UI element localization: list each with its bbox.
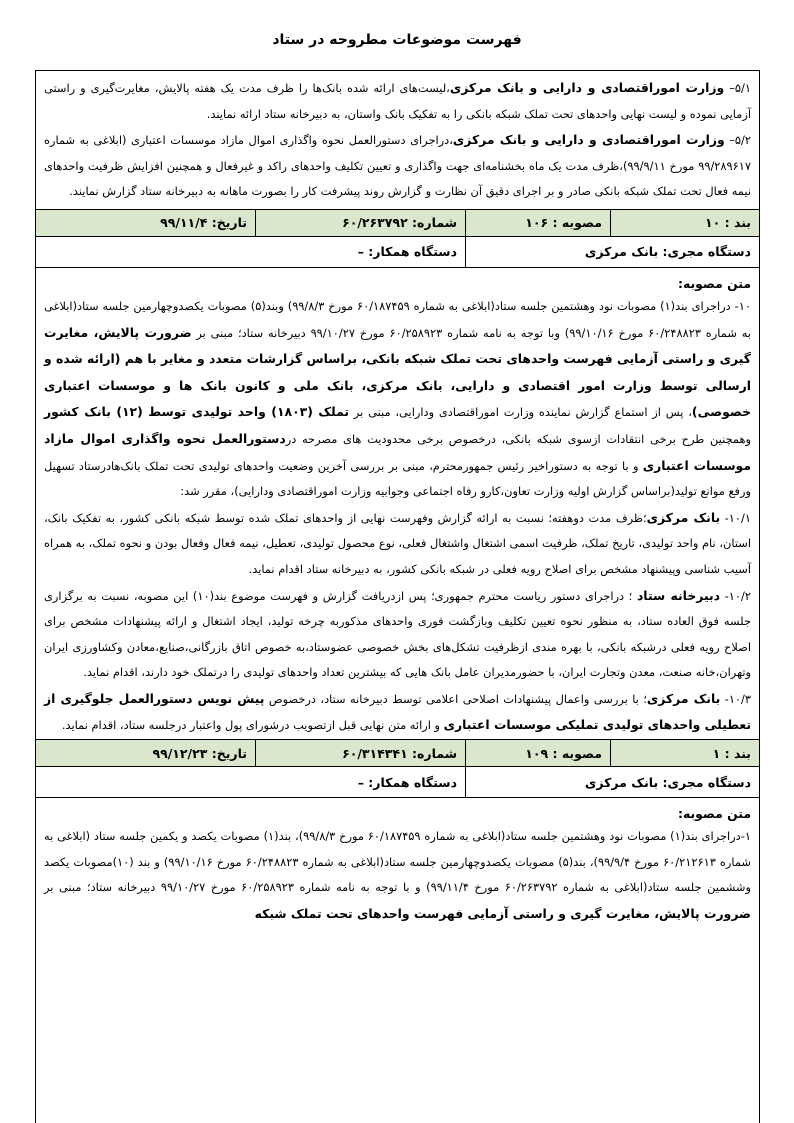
date-cell: تاریخ: ۹۹/۱۱/۴: [160, 215, 247, 231]
band-cell: بند : ۱۰: [610, 210, 759, 236]
paragraph-text: ۱-دراجرای بند(۱) مصوبات نود وهشتمین جلسه ستاد(ابلاغی به شماره ۶۰/۱۸۷۴۵۹ مورخ ۹۹/۸/۳)، بند(۱) مصوبات یکصد و یکمین جلسه ستاد (ابلاغی به شماره ۶۰/۲۱۲۶۱۳ مورخ ۹۹/۹/۴)، بند(۵) مصوبات یکصدوچهارمین جلسه ستاد(ابلاغی به شماره ۶۰/۲۴۸۸۲۳ مورخ ۹۹/۱۰/۱۶) و بند (۱۰)مصوبات یکصد وششمین جلسه ستاد(ابلاغی به شماره ۶۰/۲۶۳۷۹۲ مورخ ۹۹/۱۱/۴) و با توجه به نامه شماره ۶۰/۲۵۸۹۲۳ مورخ ۹۹/۱۰/۲۷ دبیرخانه ستاد؛ مبنی بر: [44, 829, 751, 895]
resolution-text-label: متن مصوبه:: [678, 806, 751, 822]
paragraph-bold: بانک مرکزی: [646, 690, 721, 706]
paragraph-number: ۱۰/۱-: [720, 510, 751, 525]
executor-row: [36, 767, 759, 798]
paragraph-number: ۱۰/۲-: [720, 588, 751, 603]
paragraph-text: ؛ظرف مدت دوهفته؛ نسبت به ارائه گزارش وفهرست نهایی از واحدهای تملک شده توسط شبکه بانکی کشور، به تفکیک بانک، استان، نام واحد تولیدی، تاریخ تملک، ظرفیت اسمی اشتغال واشتغال فعلی، نوع محصول تولیدی، تعطیل، نیمه فعال وفعال بودن و نحوه تملک، به همراه آسیب شناسی وپیشنهاد مشخص برای اصلاح رویه فعلی در شبکه بانکی کشور، به دبیرخانه ستاد اقدام نماید.: [44, 510, 751, 576]
resolution-number-cell: مصوبه : ۱۰۹: [465, 740, 610, 766]
paragraph-bold: ضرورت پالایش، مغایرت گیری و راستی آزمایی فهرست واحدهای تحت تملک شبکه: [254, 905, 751, 921]
paragraph-text: و با توجه به دستوراخیر رئیس جمهورمحترم، مبنی بر بررسی آخرین وضعیت واحدهای تولیدی تحت تملک بانک‌هادرستاد تسهیل ورفع موانع تولید(براساس گزارش اولیه وزارت تعاون،کارو رفاه اجتماعی وجوابیه وزارت اموراقتصادی ودارایی)، مقرر شد:: [44, 458, 751, 499]
resolution-meta-row: [36, 209, 759, 237]
date-cell: تاریخ: ۹۹/۱۲/۲۳: [152, 745, 247, 761]
paragraph-bold: ضرورت پالایش، مغایرت گیری و راستی آزمایی فهرست واحدهای تحت تملک شبکه بانکی، براساس گزارشات متعدد و مغایر با هم (ارائه شده و ارسالی توسط وزارت امور اقتصادی و دارایی، بانک مرکزی، بانک ملی و کانون بانک ها و موسسات اعتباری خصوصی): [44, 324, 752, 420]
paragraph-number: ۵/۲–: [724, 133, 751, 148]
paragraph-5-1: [36, 71, 759, 127]
paragraph-number: ۱۰/۳-: [720, 691, 752, 706]
paragraph-text: ، پس از استماع گزارش نماینده وزارت اموراقتصادی ودارایی، مبنی بر: [349, 405, 692, 420]
partner-agency: دستگاه همکار: –: [357, 244, 457, 260]
letter-number-cell: شماره: ۶۰/۲۶۳۷۹۲: [255, 210, 465, 236]
letter-number-cell: شماره: ۶۰/۳۱۴۳۴۱: [255, 740, 465, 766]
resolution-text-label: متن مصوبه:: [678, 275, 751, 291]
paragraph-text: ؛ با بررسی واعمال پیشنهادات اصلاحی اعلامی توسط دبیرخانه ستاد، درخصوص: [264, 691, 647, 706]
paragraph-10-3: [36, 686, 759, 739]
executor-row: [36, 237, 759, 268]
paragraph-text: ؛ دراجرای دستور ریاست محترم جمهوری؛ پس ازدریافت گزارش و فهرست موضوع بند(۱۰) این مصوبه، نسبت به برگزاری جلسه فوق العاده ستاد، به منظور نحوه تعیین تکلیف وبازگشت فوری واحدهای مذکوربه چرخه تولید، ایجاد اشتغال و ارائه پیشنهادات مشخص برای اصلاح رویه فعلی درشبکه بانکی، با بهره مندی ازظرفیت تشکل‌های بخش خصوصی عضوستاد،به خصوص اتاق بازرگانی،صنایع،معادن وکشاورزی ایران وتهران،خانه صنعت، معدن وتجارت ایران، با حضورمدیران عامل بانک هایی که بیشترین تعداد واحدهای تولیدی را درتملک خود دارند، اقدام نماید.: [44, 588, 751, 680]
paragraph-bold: پیش نویس دستورالعمل جلوگیری از تعطیلی واحدهای تولیدی تملیکی موسسات اعتباری: [44, 690, 751, 733]
paragraph-text: و ارائه متن نهایی قبل ازتصویب درشورای پول واعتبار درجلسه ستاد، اقدام نماید.: [61, 718, 444, 733]
document-table: [35, 70, 760, 1123]
page-title: فهرست موضوعات مطروحه در ستاد: [272, 32, 522, 48]
paragraph-10-2: [36, 583, 759, 686]
executor-agency: دستگاه مجری: بانک مرکزی: [465, 237, 759, 267]
paragraph-10: [36, 294, 759, 505]
resolution-meta-row: [36, 739, 759, 767]
executor-agency: دستگاه مجری: بانک مرکزی: [465, 767, 759, 797]
paragraph-1: [36, 824, 759, 927]
paragraph-bold: وزارت اموراقتصادی و دارایی و بانک مرکزی: [449, 80, 725, 95]
paragraph-text: ،لیست‌های ارائه شده بانک‌ها را ظرف مدت یک هفته پالایش، مغایرت‌گیری و راستی آزمایی نموده و لیست نهایی واحدهای تحت تملک شبکه بانکی را به تفکیک بانک واستان، به دبیرخانه ستاد ارائه نمایند.: [44, 81, 751, 121]
paragraph-bold: دستورالعمل نحوه واگذاری اموال مازاد موسسات اعتباری: [44, 430, 752, 473]
resolution-number-cell: مصوبه : ۱۰۶: [465, 210, 610, 236]
paragraph-bold: تملک (۱۸۰۳) واحد تولیدی توسط (۱۲) بانک کشور: [44, 404, 350, 420]
paragraph-number: ۵/۱–: [724, 81, 751, 95]
band-cell: بند : ۱: [610, 740, 759, 766]
paragraph-5-2: [36, 127, 759, 205]
paragraph-bold: وزارت اموراقتصادی و دارایی و بانک مرکزی: [452, 132, 725, 148]
paragraph-bold: دبیرخانه ستاد: [636, 587, 721, 603]
partner-agency: دستگاه همکار: –: [357, 774, 457, 790]
paragraph-10-1: [36, 505, 759, 583]
paragraph-text: وهمچنین طرح برخی انتقادات ازسوی شبکه بانکی، درخصوص برخی محدودیت های مصرحه در: [285, 431, 751, 446]
paragraph-bold: بانک مرکزی: [646, 509, 721, 525]
paragraph-text: ،دراجرای دستورالعمل نحوه واگذاری اموال مازاد موسسات اعتباری (ابلاغی به شماره ۹۹/۲۸۹۶۱۷ مورخ ۹۹/۹/۱۱)،ظرف مدت یک ماه بخشنامه‌ای جهت واگذاری و تعیین تکلیف واحدهای راکد و غیرفعال و همچنین افزایش ظرفیت واحدهای نیمه فعال تحت تملک شبکه بانکی صادر و بر اجرای دقیق آن نظارت و گزارش روند پیشرفت کار را بصورت ماهانه به دبیرخانه ستاد گزارش نمایند.: [44, 133, 751, 199]
paragraph-text: ۱۰- دراجرای بند(۱) مصوبات نود وهشتمین جلسه ستاد(ابلاغی به شماره ۶۰/۱۸۷۴۵۹ مورخ ۹۹/۸/۳) وبند(۵) مصوبات یکصدوچهارمین جلسه ستاد(ابلاغی به شماره ۶۰/۲۴۸۸۲۳ مورخ ۹۹/۱۰/۱۶) وبا توجه به نامه شماره ۶۰/۲۵۸۹۲۳ مورخ ۹۹/۱۰/۲۷ دبیرخانه ستاد؛ مبنی بر: [44, 298, 751, 340]
